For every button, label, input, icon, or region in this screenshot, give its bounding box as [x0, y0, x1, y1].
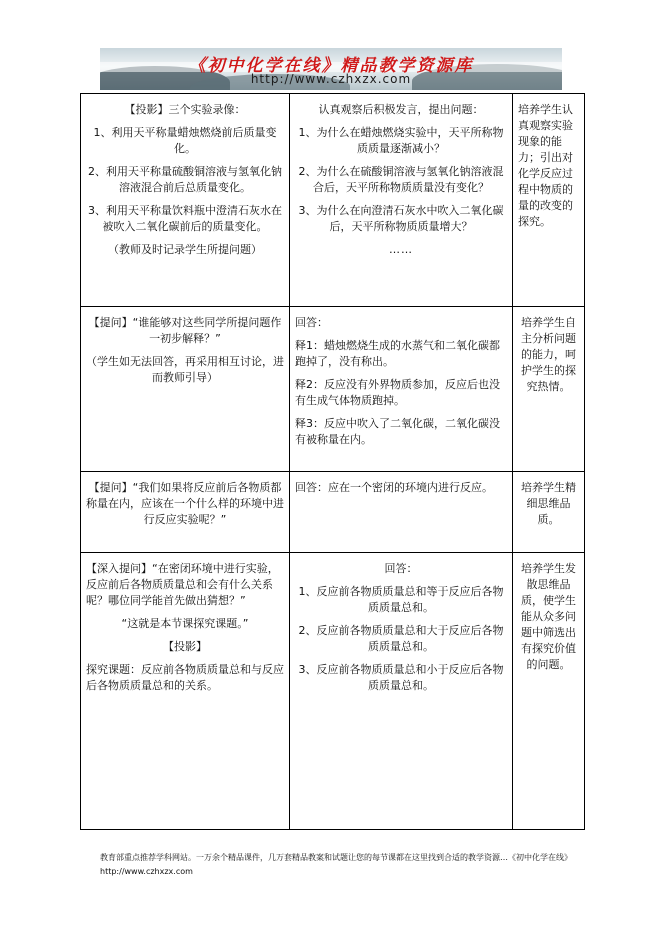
student-item: 2、为什么在硫酸铜溶液与氢氧化钠溶液混合后，天平所称物质质量没有变化？ [298, 165, 504, 194]
intent-cell [513, 307, 585, 472]
teacher-cell [81, 94, 290, 307]
student-cell [290, 94, 513, 307]
student-heading: 回答： [384, 562, 418, 575]
student-item: 1、反应前各物质质量总和等于反应后各物质质量总和。 [298, 585, 504, 614]
intent-text: 培养学生发散思维品质，使学生能从众多问题中筛选出有探究价值的问题。 [521, 562, 576, 671]
student-cell [290, 553, 513, 830]
teacher-item: 2、利用天平称量硫酸铜溶液与氢氧化钠溶液混合前后总质量变化。 [88, 165, 282, 194]
student-heading: 认真观察后积极发言，提出问题： [318, 103, 484, 116]
student-item: 释3：反应中吹入了二氧化碳，二氧化碳没有被称量在内。 [295, 417, 500, 446]
site-banner [100, 48, 562, 90]
table-row [81, 307, 585, 472]
teacher-item: 3、利用天平称量饮料瓶中澄清石灰水在被吹入二氧化碳前后的质量变化。 [88, 204, 282, 233]
student-item: 2、反应前各物质质量总和大于反应后各物质质量总和。 [298, 624, 504, 653]
teacher-quote: “这就是本节课探究课题。” [121, 617, 249, 630]
intent-cell [513, 94, 585, 307]
banner-url[interactable]: http://www.czhxzx.com [250, 72, 412, 86]
student-cell [290, 307, 513, 472]
teacher-item: 1、利用天平称量蜡烛燃烧前后质量变化。 [93, 126, 277, 155]
student-item: 3、反应前各物质质量总和小于反应后各物质质量总和。 [298, 663, 504, 692]
student-heading: 回答： [295, 316, 328, 329]
teacher-note: （学生如无法回答，再采用相互讨论，进而教师引导） [86, 355, 284, 384]
table-row [81, 94, 585, 307]
lesson-table [80, 93, 585, 830]
banner-title: 《初中化学在线》精品教学资源库 [188, 56, 474, 76]
student-heading: 回答：应在一个密闭的环境内进行反应。 [295, 481, 493, 494]
intent-cell [513, 472, 585, 553]
teacher-projection: 【投影】 [163, 640, 207, 653]
teacher-cell [81, 472, 290, 553]
intent-text: 培养学生自主分析问题的能力，呵护学生的探究热情。 [521, 316, 576, 393]
student-item: 1、为什么在蜡烛燃烧实验中，天平所称物质质量逐渐减小？ [298, 126, 504, 155]
teacher-heading: 【深入提问】“在密闭环境中进行实验，反应前后各物质质量总和会有什么关系呢？哪位同学能首先做出猜想？” [86, 562, 279, 607]
teacher-heading: 【投影】三个实验录像： [124, 103, 246, 116]
intent-text: 培养学生精细思维品质。 [521, 481, 576, 526]
student-ellipsis: …… [389, 243, 413, 256]
student-item: 3、为什么在向澄清石灰水中吹入二氧化碳后，天平所称物质质量增大？ [298, 204, 504, 233]
teacher-cell [81, 553, 290, 830]
student-item: 释2：反应没有外界物质参加，反应后也没有生成气体物质跑掉。 [295, 378, 500, 407]
teacher-cell [81, 307, 290, 472]
teacher-heading: 【提问】“我们如果将反应前后各物质都称量在内，应该在一个什么样的环境中进行反应实验呢？” [86, 481, 284, 526]
table-row [81, 553, 585, 830]
intent-text: 培养学生认真观察实验现象的能力；引出对化学反应过程中物质的量的改变的探究。 [518, 103, 573, 228]
teacher-topic: 探究课题：反应前各物质质量总和与反应后各物质质量总和的关系。 [86, 663, 284, 692]
table-row [81, 472, 585, 553]
student-item: 释1：蜡烛燃烧生成的水蒸气和二氧化碳都跑掉了，没有称出。 [295, 339, 500, 368]
footer-note: 教育部重点推荐学科网站。一万余个精品课件，几万套精品教案和试题让您的每节课都在这里找到合适的教学资源…《初中化学在线》http://www.czhxzx.com [100, 853, 572, 876]
teacher-heading: 【提问】“谁能够对这些同学所提问题作一初步解释？” [88, 316, 282, 345]
teacher-note: （教师及时记录学生所提问题） [108, 243, 262, 256]
intent-cell [513, 553, 585, 830]
student-cell [290, 472, 513, 553]
